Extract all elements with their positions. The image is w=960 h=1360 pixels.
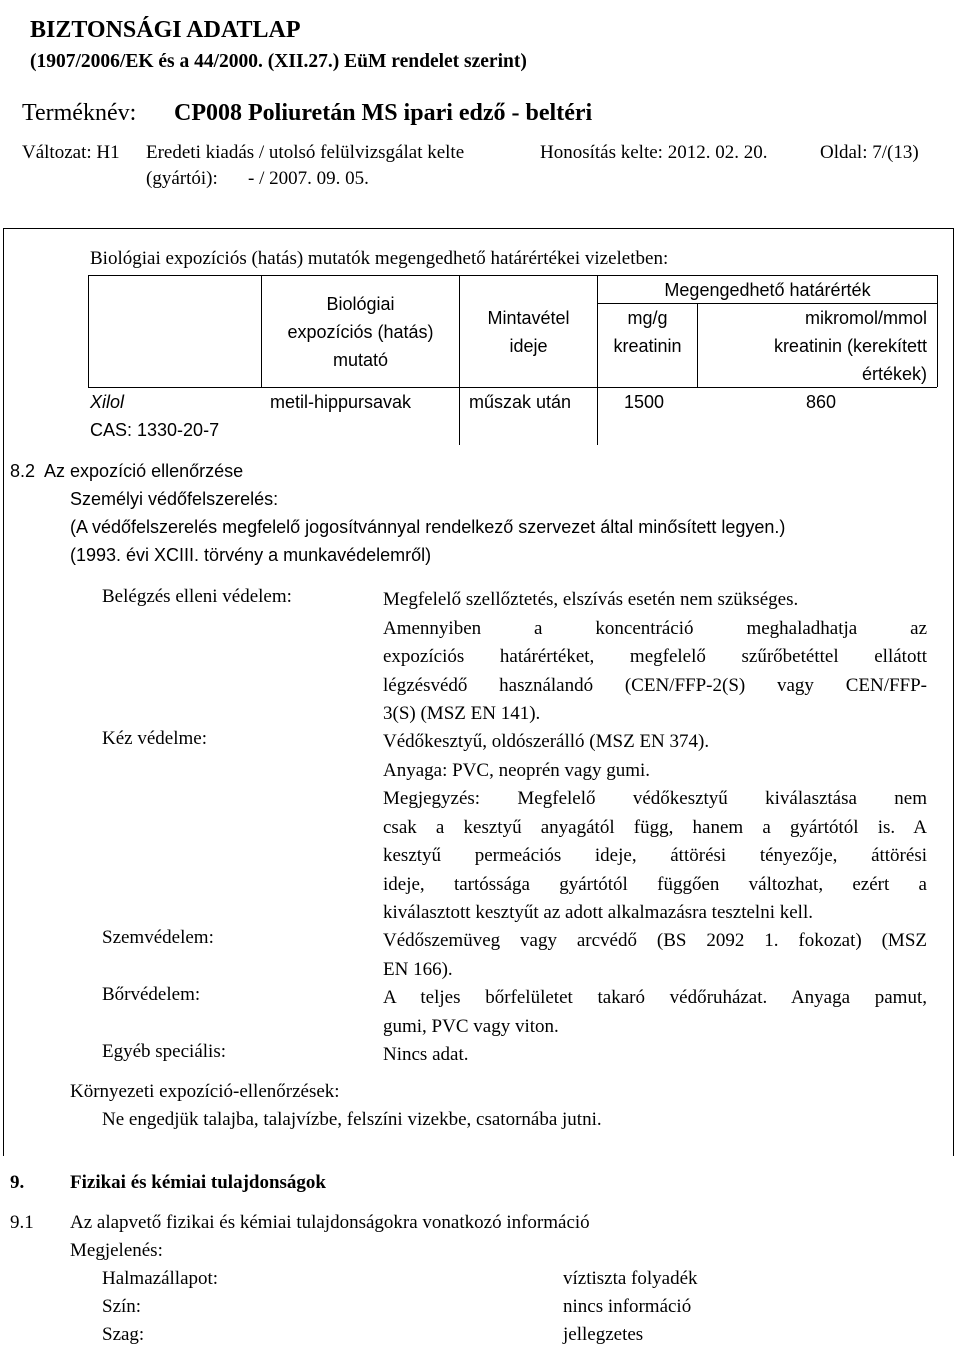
- env-text: Ne engedjük talajba, talajvízbe, felszíni vizekbe, csatornába jutni.: [102, 1109, 602, 1130]
- property-label: Szín:: [102, 1296, 142, 1317]
- bio-table-caption: Biológiai expozíciós (hatás) mutatók megengedhető határértékei vizeletben:: [90, 248, 669, 269]
- ppe-note-2: (1993. évi XCIII. törvény a munkavédelemről): [70, 545, 432, 565]
- section-9-number: 9.: [10, 1172, 25, 1193]
- section-9-title: Fizikai és kémiai tulajdonságok: [70, 1172, 326, 1193]
- version: Változat: H1: [22, 142, 120, 163]
- property-value: nincs információ: [563, 1296, 692, 1317]
- row-sampling: műszak után: [469, 392, 572, 412]
- section-8-2-heading: 8.2 Az expozíció ellenőrzése: [10, 461, 244, 481]
- appearance-label: Megjelenés:: [70, 1240, 163, 1261]
- property-value: víztiszta folyadék: [563, 1268, 698, 1289]
- col-header-micromol: mikromol/mmol kreatinin (kerekített értékek): [773, 308, 927, 384]
- col-header-indicator: Biológiai expozíciós (hatás) mutató: [287, 294, 434, 370]
- col-header-sampling: Mintavétel ideje: [487, 308, 570, 356]
- ppe-text-skin: A teljes bőrfelületet takaró védőruházat. Anyaga pamut, gumi, PVC vagy viton.: [383, 987, 927, 1037]
- ppe-label-hand: Kéz védelme:: [102, 728, 207, 749]
- ppe-text-other: Nincs adat.: [383, 1044, 469, 1065]
- document-title: BIZTONSÁGI ADATLAP: [30, 17, 301, 43]
- ppe-text-respiratory: Megfelelő szellőztetés, elszívás esetén nem szükséges. Amennyiben a koncentráció meghaladhatja az expozíciós határértéket, megfelelő szűrőbetéttel ellátott légzésvédő használandó (CEN/FFP-2(S) vagy CEN/FFP- 3(S) (MSZ EN 141).: [383, 589, 927, 724]
- row-substance: Xilol: [90, 392, 125, 412]
- localization-date: Honosítás kelte: 2012. 02. 20.: [540, 142, 768, 163]
- property-label: Szag:: [102, 1324, 145, 1345]
- page-number: Oldal: 7/(13): [820, 142, 919, 163]
- issue-dates: - / 2007. 09. 05.: [248, 168, 369, 189]
- ppe-label-respiratory: Belégzés elleni védelem:: [102, 586, 292, 607]
- issue-label: Eredeti kiadás / utolsó felülvizsgálat kelte: [146, 142, 465, 163]
- col-header-mg: mg/g kreatinin: [613, 308, 682, 356]
- row-cas: CAS: 1330-20-7: [90, 420, 220, 440]
- ppe-label-eye: Szemvédelem:: [102, 927, 214, 948]
- ppe-text-hand: Védőkesztyű, oldószerálló (MSZ EN 374). Anyaga: PVC, neoprén vagy gumi. Megjegyzés: Megfelelő védőkesztyű kiválasztása nem csak a kesztyű anyagától függ, hanem a gyártótól is. A kesztyű permeációs ideje, áttörési tényezője, áttörési ideje, tartóssága gyártótól függően változhat, ezért a kiválasztott kesztyűt az adott alkalmazásra tesztelni kell.: [383, 731, 927, 923]
- product-label: Terméknév:: [22, 100, 137, 126]
- property-value: jellegzetes: [563, 1324, 644, 1345]
- ppe-note-1: (A védőfelszerelés megfelelő jogosítvánnyal rendelkező szervezet által minősített legyen.): [70, 517, 786, 537]
- product-name: CP008 Poliuretán MS ipari edző - beltéri: [174, 100, 593, 126]
- section-9-1-title: Az alapvető fizikai és kémiai tulajdonságokra vonatkozó információ: [70, 1212, 590, 1233]
- row-micromol: 860: [806, 392, 837, 412]
- row-indicator: metil-hippursavak: [270, 392, 412, 412]
- ppe-label-other: Egyéb speciális:: [102, 1041, 226, 1062]
- ppe-text-eye: Védőszemüveg vagy arcvédő (BS 2092 1. fokozat) (MSZ EN 166).: [383, 930, 927, 980]
- regulation-line: (1907/2006/EK és a 44/2000. (XII.27.) EüM rendelet szerint): [30, 51, 527, 72]
- issue-label-2: (gyártói):: [146, 168, 218, 189]
- env-title: Környezeti expozíció-ellenőrzések:: [70, 1081, 340, 1102]
- ppe-label-skin: Bőrvédelem:: [102, 984, 201, 1005]
- ppe-title: Személyi védőfelszerelés:: [70, 489, 279, 509]
- property-label: Halmazállapot:: [102, 1268, 219, 1289]
- col-header-limit-group: Megengedhető határérték: [664, 280, 871, 300]
- row-mg: 1500: [624, 392, 665, 412]
- section-9-1-number: 9.1: [10, 1212, 34, 1233]
